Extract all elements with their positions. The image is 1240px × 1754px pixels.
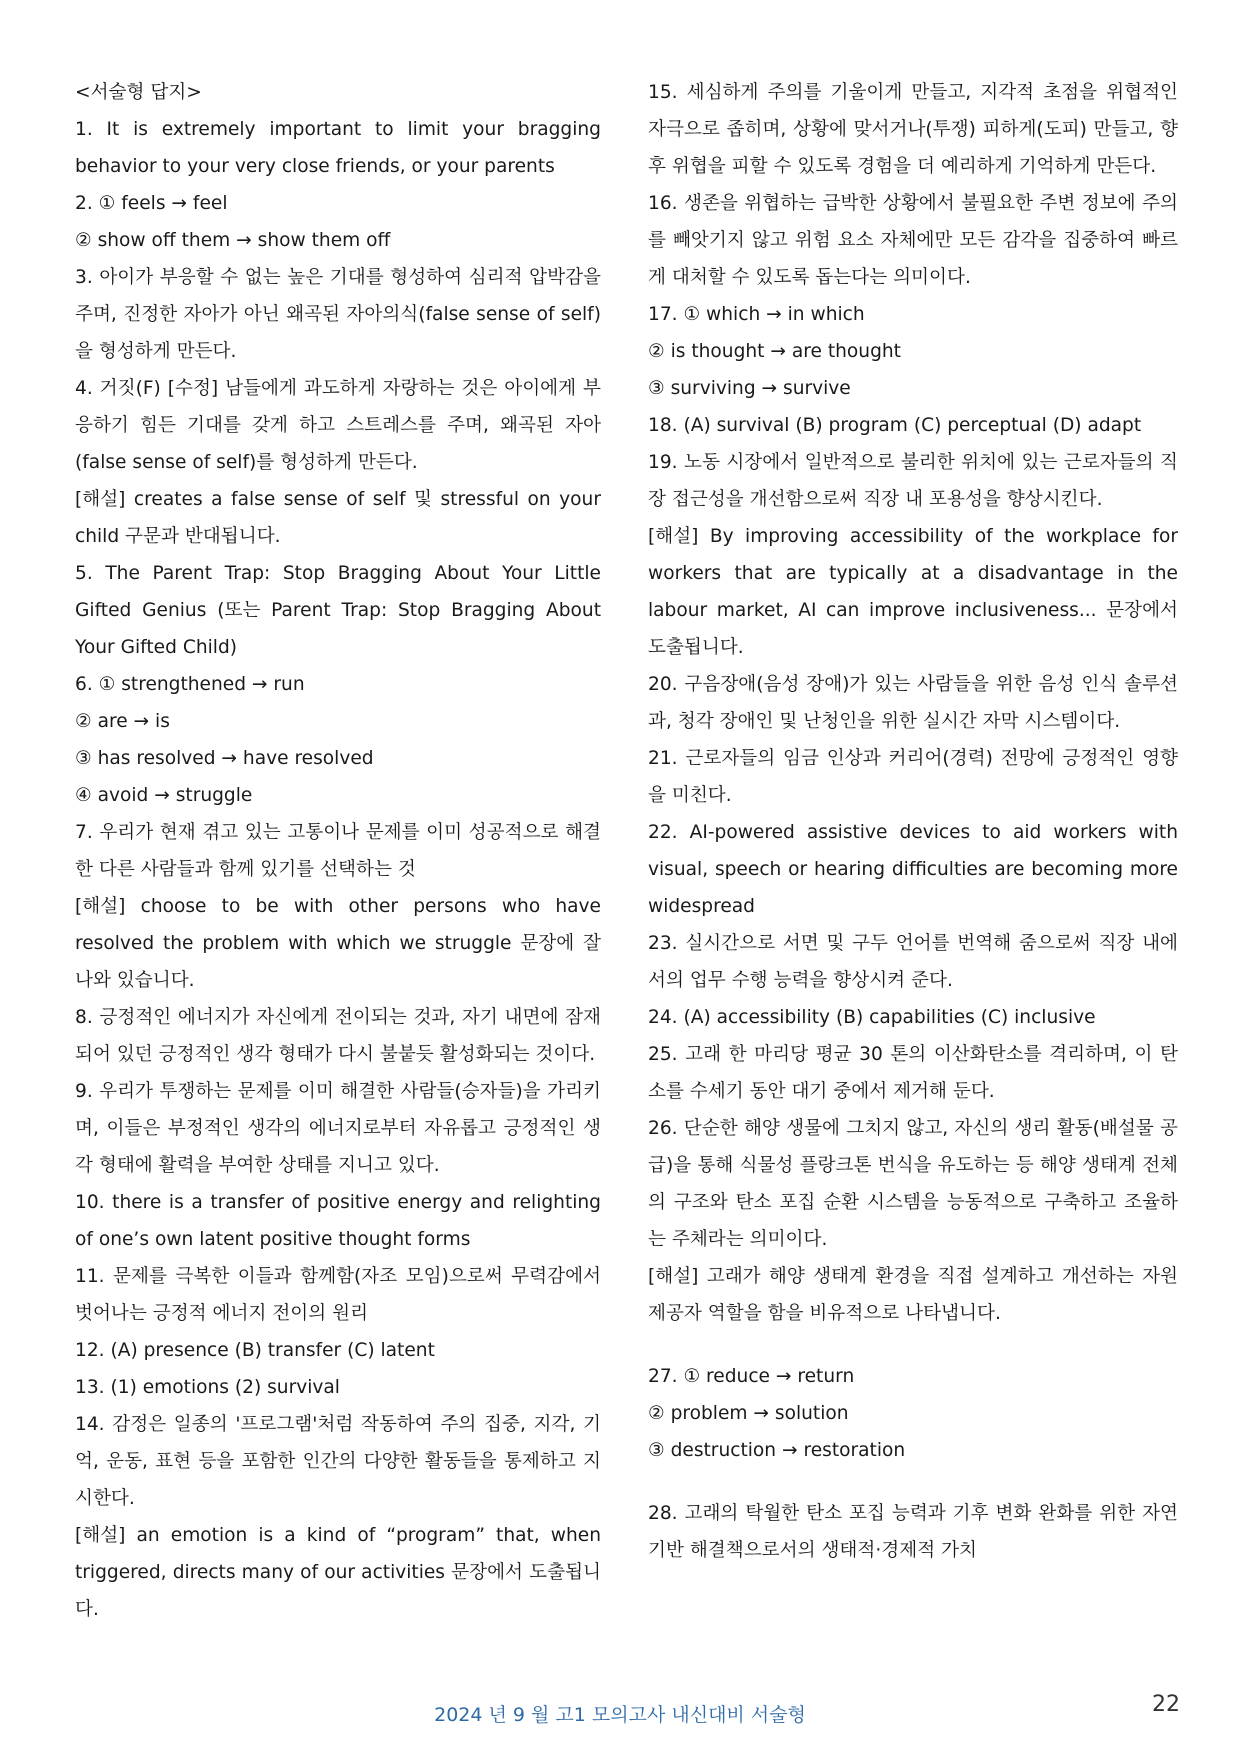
answer-paragraph: 19. 노동 시장에서 일반적으로 불리한 위치에 있는 근로자들의 직장 접근성을 개선함으로써 직장 내 포용성을 향상시킨다. (648, 452, 1178, 510)
answer-paragraph: 17. ① which → in which (648, 304, 865, 325)
answer-paragraph: 7. 우리가 현재 겪고 있는 고통이나 문제를 이미 성공적으로 해결한 다른 사람들과 함께 있기를 선택하는 것 (75, 822, 601, 880)
answer-paragraph: 23. 실시간으로 서면 및 구두 언어를 번역해 줌으로써 직장 내에서의 업무 수행 능력을 향상시켜 준다. (648, 933, 1178, 991)
page-number: 22 (1152, 1692, 1180, 1717)
answer-paragraph: 10. there is a transfer of positive energy and relighting of one’s own latent positive thought forms (75, 1192, 601, 1250)
answer-paragraph: 14. 감정은 일종의 '프로그램'처럼 작동하여 주의 집중, 지각, 기억, 운동, 표현 등을 포함한 인간의 다양한 활동들을 통제하고 지시한다. (75, 1414, 601, 1509)
answer-paragraph: 3. 아이가 부응할 수 없는 높은 기대를 형성하여 심리적 압박감을 주며, 진정한 자아가 아닌 왜곡된 자아의식(false sense of self)을 형성하게 만든다. (75, 267, 601, 362)
answer-paragraph: [해설] By improving accessibility of the workplace for workers that are typically at a disadvantage in the labour market, AI can improve inclusiveness... 문장에서 도출됩니다. (648, 526, 1178, 658)
answer-paragraph: 21. 근로자들의 임금 인상과 커리어(경력) 전망에 긍정적인 영향을 미친다. (648, 748, 1178, 806)
answer-paragraph: ③ has resolved → have resolved (75, 748, 374, 769)
answer-paragraph: ② show off them → show them off (75, 230, 391, 251)
answer-paragraph: 1. It is extremely important to limit your bragging behavior to your very close friends, or your parents (75, 119, 601, 177)
answer-paragraph: 27. ① reduce → return (648, 1366, 855, 1387)
answer-paragraph: 20. 구음장애(음성 장애)가 있는 사람들을 위한 음성 인식 솔루션과, 청각 장애인 및 난청인을 위한 실시간 자막 시스템이다. (648, 674, 1178, 732)
answer-paragraph: 24. (A) accessibility (B) capabilities (C) inclusive (648, 1007, 1096, 1028)
answer-paragraph: ② is thought → are thought (648, 341, 901, 362)
answer-paragraph: [해설] 고래가 해양 생태계 환경을 직접 설계하고 개선하는 자원 제공자 역할을 함을 비유적으로 나타냅니다. (648, 1266, 1178, 1324)
answer-paragraph: 18. (A) survival (B) program (C) perceptual (D) adapt (648, 415, 1142, 436)
answer-paragraph: ③ surviving → survive (648, 378, 851, 399)
answer-paragraph: [해설] creates a false sense of self 및 stressful on your child 구문과 반대됩니다. (75, 489, 601, 547)
answer-paragraph: 22. AI-powered assistive devices to aid workers with visual, speech or hearing difficulties are becoming more widespread (648, 822, 1178, 917)
answer-paragraph: 28. 고래의 탁월한 탄소 포집 능력과 기후 변화 완화를 위한 자연 기반 해결책으로서의 생태적·경제적 가치 (648, 1503, 1178, 1561)
answer-paragraph: 11. 문제를 극복한 이들과 함께함(자조 모임)으로써 무력감에서 벗어나는 긍정적 에너지 전이의 원리 (75, 1266, 601, 1324)
right-column (648, 74, 1178, 1569)
answer-paragraph: 4. 거짓(F) [수정] 남들에게 과도하게 자랑하는 것은 아이에게 부응하기 힘든 기대를 갖게 하고 스트레스를 주며, 왜곡된 자아(false sense of self)를 형성하게 만든다. (75, 378, 601, 473)
answer-paragraph: 15. 세심하게 주의를 기울이게 만들고, 지각적 초점을 위협적인 자극으로 좁히며, 상황에 맞서거나(투쟁) 피하게(도피) 만들고, 향후 위협을 피할 수 있도록 경험을 더 예리하게 기억하게 만든다. (648, 82, 1178, 177)
answer-paragraph: 12. (A) presence (B) transfer (C) latent (75, 1340, 435, 1361)
answer-paragraph: 26. 단순한 해양 생물에 그치지 않고, 자신의 생리 활동(배설물 공급)을 통해 식물성 플랑크톤 번식을 유도하는 등 해양 생태계 전체의 구조와 탄소 포집 순환 시스템을 능동적으로 구축하고 조율하는 주체라는 의미이다. (648, 1118, 1178, 1250)
answer-paragraph: ③ destruction → restoration (648, 1440, 906, 1461)
answer-paragraph: 6. ① strengthened → run (75, 674, 305, 695)
answer-paragraph: 2. ① feels → feel (75, 193, 228, 214)
left-column (75, 74, 601, 1628)
answer-paragraph: 16. 생존을 위협하는 급박한 상황에서 불필요한 주변 정보에 주의를 빼앗기지 않고 위험 요소 자체에만 모든 감각을 집중하여 빠르게 대처할 수 있도록 돕는다는 의미이다. (648, 193, 1178, 288)
answer-paragraph: ④ avoid → struggle (75, 785, 253, 806)
answer-paragraph: 8. 긍정적인 에너지가 자신에게 전이되는 것과, 자기 내면에 잠재되어 있던 긍정적인 생각 형태가 다시 불붙듯 활성화되는 것이다. (75, 1007, 601, 1065)
answer-paragraph: <서술형 답지> (75, 82, 202, 103)
answer-paragraph: 9. 우리가 투쟁하는 문제를 이미 해결한 사람들(승자들)을 가리키며, 이들은 부정적인 생각의 에너지로부터 자유롭고 긍정적인 생각 형태에 활력을 부여한 상태를 지니고 있다. (75, 1081, 601, 1176)
answer-paragraph: ② problem → solution (648, 1403, 849, 1424)
section-spacer (648, 1469, 1178, 1495)
answer-paragraph: 13. (1) emotions (2) survival (75, 1377, 340, 1398)
answer-paragraph: ② are → is (75, 711, 170, 732)
answer-paragraph: 5. The Parent Trap: Stop Bragging About Your Little Gifted Genius (또는 Parent Trap: Stop Bragging About Your Gifted Child) (75, 563, 601, 658)
page-footer-title: 2024 년 9 월 고1 모의고사 내신대비 서술형 (434, 1704, 806, 1726)
answer-paragraph: [해설] an emotion is a kind of “program” that, when triggered, directs many of our activities 문장에서 도출됩니다. (75, 1525, 601, 1620)
section-spacer (648, 1332, 1178, 1358)
answer-paragraph: [해설] choose to be with other persons who have resolved the problem with which we struggle 문장에 잘 나와 있습니다. (75, 896, 601, 991)
answer-paragraph: 25. 고래 한 마리당 평균 30 톤의 이산화탄소를 격리하며, 이 탄소를 수세기 동안 대기 중에서 제거해 둔다. (648, 1044, 1178, 1102)
